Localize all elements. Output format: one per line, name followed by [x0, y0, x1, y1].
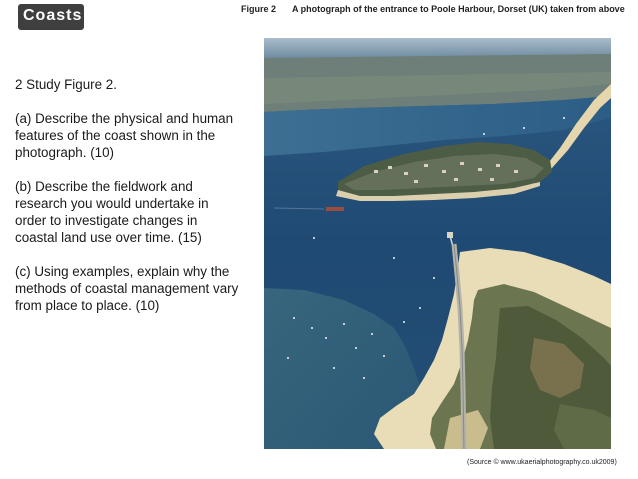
question-intro: 2 Study Figure 2. — [15, 77, 117, 92]
section-title: Coasts — [23, 7, 83, 24]
question-b: (b) Describe the fieldwork and research you would undertake in order to investigate changes in coastal land use over time. (15) — [15, 179, 209, 245]
section-badge — [18, 4, 84, 30]
figure-caption: A photograph of the entrance to Poole Harbour, Dorset (UK) taken from above — [292, 4, 625, 14]
question-a: (a) Describe the physical and human features of the coast shown in the photograph. (10) — [15, 111, 234, 160]
figure-number: Figure 2 — [241, 4, 277, 14]
photo-source: (Source © www.ukaerialphotography.co.uk2009) — [467, 459, 617, 466]
question-text — [15, 76, 240, 331]
aerial-photo — [264, 38, 611, 449]
question-c: (c) Using examples, explain why the methods of coastal management vary from place to place. (10) — [15, 264, 239, 313]
